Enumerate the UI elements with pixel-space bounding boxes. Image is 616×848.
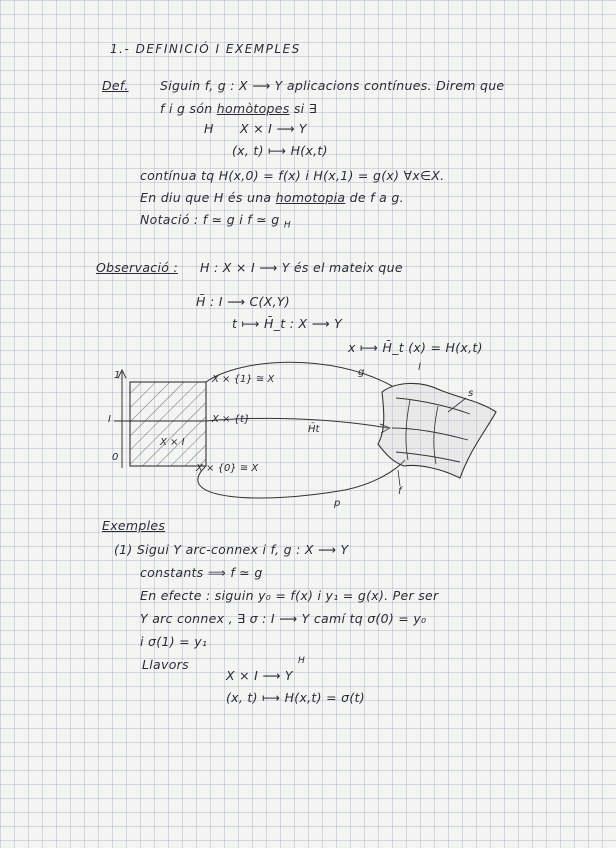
example-map-name: H <box>298 656 306 666</box>
pointer-f <box>398 470 400 486</box>
map-name-H: H <box>204 121 214 136</box>
definition-line-4-pre: En diu que H és una <box>140 190 272 205</box>
definition-line-3: contínua tq H(x,0) = f(x) i H(x,1) = g(x) ∀x∈X. <box>140 168 445 183</box>
label-0: 0 <box>112 452 119 463</box>
definition-label: Def. <box>102 78 129 93</box>
label-l: l <box>418 362 421 373</box>
label-1: 1 <box>114 370 121 381</box>
example-1-line-4: Y arc connex , ∃ σ : I ⟶ Y camí tq σ(0) = y₀ <box>140 611 427 626</box>
example-1-line-5: i σ(1) = y₁ <box>140 634 208 649</box>
label-x-times-1: X × {1} ≅ X <box>212 374 275 385</box>
homotopes-term: homòtopes <box>216 101 290 116</box>
observation-label: Observació : <box>96 260 178 275</box>
example-1-line-1: (1) Sigui Y arc-connex i f, g : X ⟶ Y <box>114 542 349 557</box>
section-title: 1.- DEFINICIÓ I EXEMPLES <box>110 42 301 56</box>
definition-line-2-pre: f i g són <box>160 101 213 116</box>
definition-line-4-post: de f a g. <box>349 190 404 205</box>
target-surface <box>378 383 496 478</box>
notation-text: Notació : f ≃ g i f ≃ g <box>140 212 280 227</box>
observation-line-3: t ⟼ H̄_t : X ⟶ Y <box>232 316 343 331</box>
label-x-times-0: X × {0} ≅ X <box>196 463 259 474</box>
label-h-t: H̄t <box>308 424 320 435</box>
homotopia-term: homotopia <box>275 190 346 205</box>
box-x-times-i <box>130 382 206 466</box>
observation-line-1: H : X × I ⟶ Y és el mateix que <box>200 260 403 275</box>
observation-line-4: x ⟼ H̄_t (x) = H(x,t) <box>348 340 483 355</box>
observation-line-2: H̄ : I ⟶ C(X,Y) <box>196 294 290 309</box>
example-1-line-2: constants ⟹ f ≃ g <box>140 565 263 580</box>
label-I: I <box>108 414 111 425</box>
examples-heading: Exemples <box>102 518 166 533</box>
definition-line-2-post: si ∃ <box>293 101 317 116</box>
map-domain: X × I ⟶ Y <box>240 121 307 136</box>
label-f: f <box>398 486 402 497</box>
example-1-line-6: Llavors <box>142 657 189 672</box>
example-map-domain: X × I ⟶ Y <box>226 668 293 683</box>
label-x-times-t: X × {t} <box>212 414 251 425</box>
definition-line-1: Siguin f, g : X ⟶ Y aplicacions contínues. Direm que <box>160 78 505 93</box>
label-p: p <box>334 498 341 509</box>
example-map-rule: (x, t) ⟼ H(x,t) = σ(t) <box>226 690 365 705</box>
example-1-line-3: En efecte : siguin y₀ = f(x) i y₁ = g(x). Per ser <box>140 588 439 603</box>
label-g: g <box>358 367 365 378</box>
label-x-times-i: X × I <box>160 437 185 448</box>
map-rule: (x, t) ⟼ H(x,t) <box>232 143 328 158</box>
notation-subscript: H <box>283 220 291 231</box>
label-s: s <box>468 388 474 399</box>
